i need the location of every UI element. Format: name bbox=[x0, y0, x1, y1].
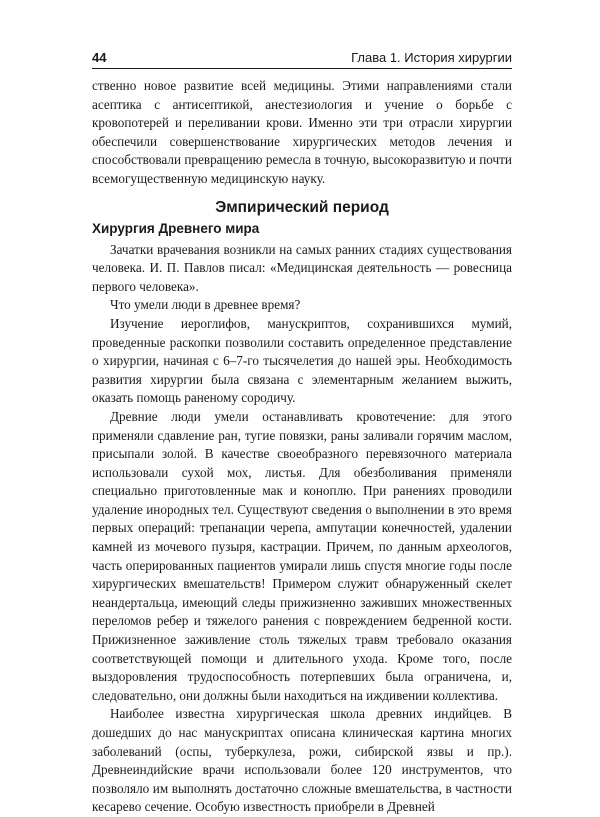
paragraph: Что умели люди в древнее время? bbox=[110, 297, 301, 313]
paragraph-continued: ственно новое развитие всей медицины. Этими направлениями стали асептика с антисептикой, анестезиология и учение о борьбе с кровопотерей и переливании крови. Именно эти три отрасли хирургии обеспечили совершенствование хирургических методов лечения и способствовали превращению ремесла в точную, высокоразвитую и почти всемогущественную медицинскую науку. bbox=[92, 78, 512, 186]
body-text bbox=[92, 77, 512, 817]
paragraph: Наиболее известна хирургическая школа древних индийцев. В дошедших до нас манускриптах описана клиническая картина многих заболеваний (оспы, туберкулеза, рожи, сибирской язвы и пр.). Древнеиндийские врачи использовали более 120 инструментов, что позволяло им выполнять достаточно сложные вмешательства, в частности кесарево сечение. Особую известность приобрели в Древней bbox=[92, 706, 512, 815]
paragraph: Изучение иероглифов, манускриптов, сохранившихся мумий, проведенные раскопки позволили составить определенное представление о хирургии, начиная с 6–7-го тысячелетия до нашей эры. Необходимость развития хирургии была связана с элементарным желанием выжить, оказать помощь раненому сородичу. bbox=[92, 315, 512, 406]
subsection-title: Хирургия Древнего мира bbox=[92, 220, 260, 236]
running-header bbox=[92, 50, 512, 69]
paragraph: Зачатки врачевания возникли на самых ранних стадиях существования человека. И. П. Павлов писал: «Медицинская деятельность — ровесница первого человека». bbox=[92, 241, 512, 294]
section-title: Эмпирический период bbox=[215, 198, 389, 216]
chapter-title: Глава 1. История хирургии bbox=[351, 50, 512, 65]
page-number: 44 bbox=[92, 50, 107, 65]
paragraph: Древние люди умели останавливать кровотечение: для этого применяли сдавление ран, тугие повязки, раны заливали горячим маслом, присыпали золой. В качестве своеобразного перевязочного материала использовали сухой мох, листья. Для обезболивания применяли специально приготовленные мак и коноплю. При ранениях проводили удаление инородных тел. Существуют сведения о выполнении в это время первых операций: трепанации черепа, ампутации конечностей, удалении камней из мочевого пузыря, кастрации. Причем, по данным археологов, часть оперированных пациентов умирали лишь спустя многие годы после хирургических вмешательств! Примером служит обнаруженный скелет неандертальца, имеющий следы прижизненно заживших множественных переломов ребер и тяжелого ранения с повреждением бедренной кости. Прижизненное заживление столь тяжелых травм требовало оказания соответствующей помощи и длительного ухода. Кроме того, после выздоровления трудоспособность потерпевших была ограничена, и, следовательно, они должны были находиться на иждивении коллектива. bbox=[92, 408, 512, 703]
